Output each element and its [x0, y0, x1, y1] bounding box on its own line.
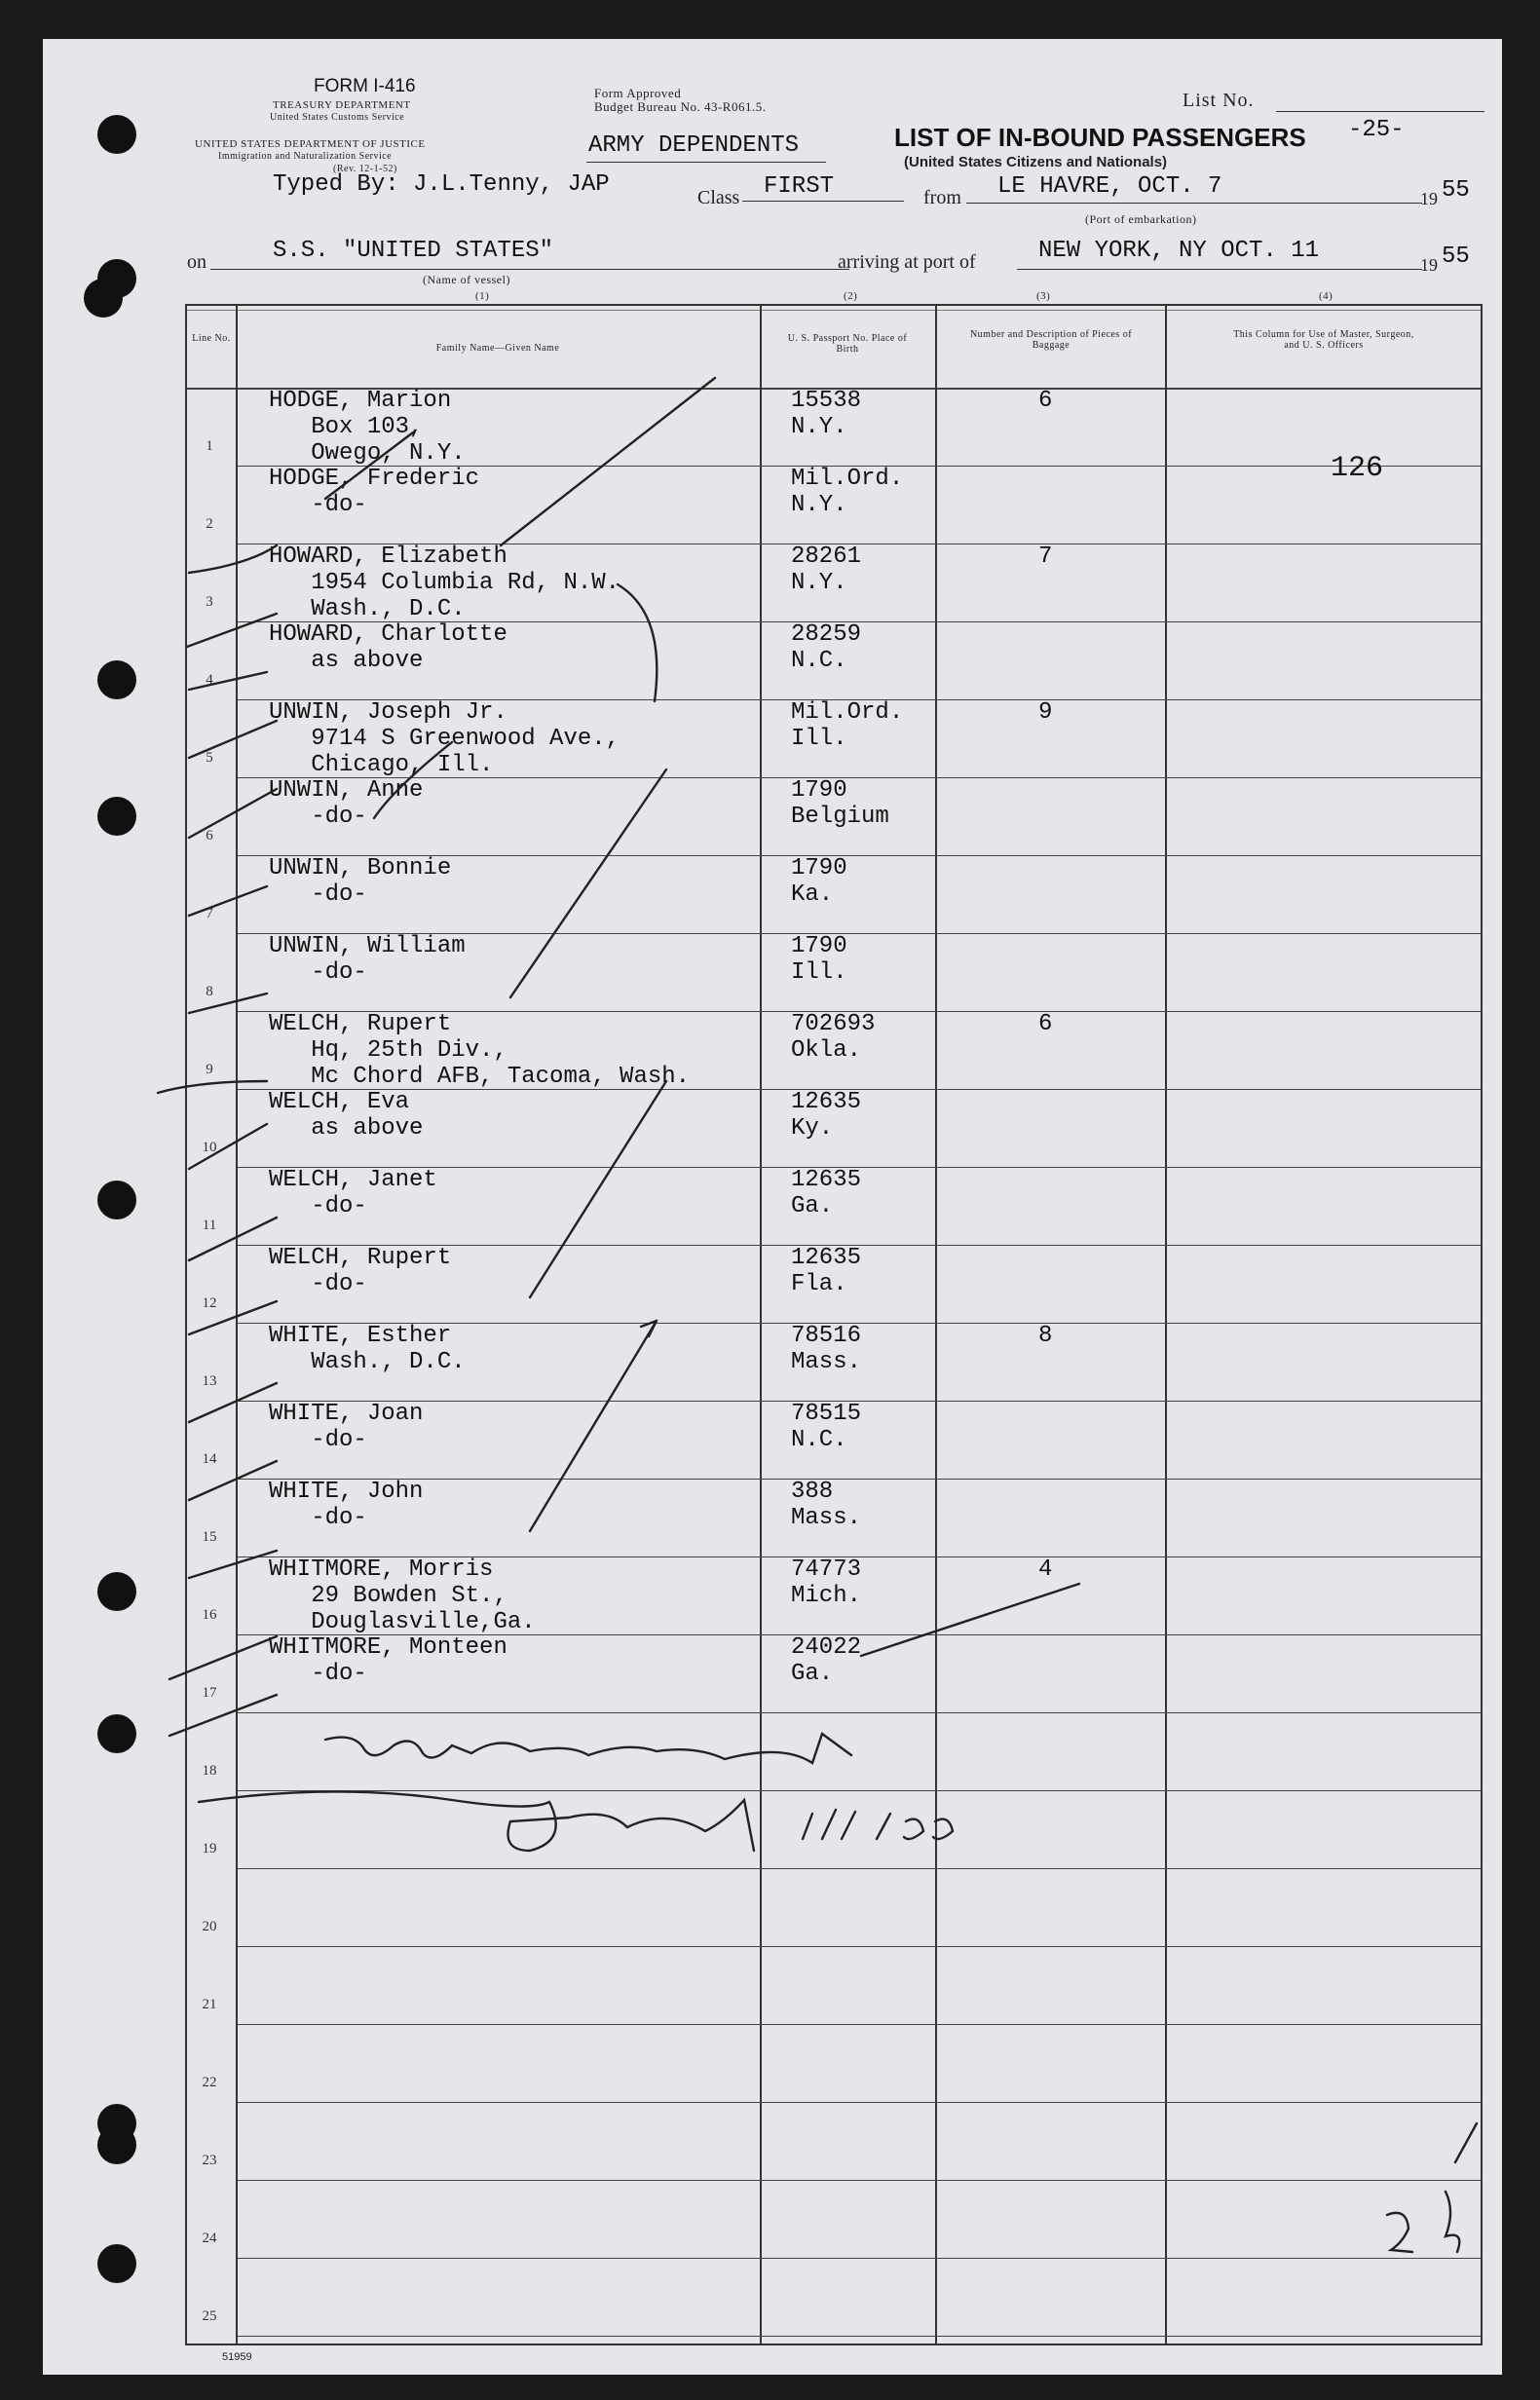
- handwritten-date: [803, 1810, 953, 1839]
- department-line: United States Customs Service: [270, 112, 405, 123]
- passport-birthplace: 1790 Belgium: [791, 777, 889, 830]
- line-number: 17: [202, 1685, 217, 1701]
- column-number: (3): [1036, 290, 1051, 302]
- column-header-passport: U. S. Passport No. Place of Birth: [787, 333, 908, 355]
- column-header-family-name: Family Name—Given Name: [435, 343, 560, 354]
- tally-mark: [641, 1321, 657, 1336]
- passenger-name: WHITMORE, Monteen -do-: [269, 1634, 507, 1687]
- passenger-name: HOWARD, Elizabeth 1954 Columbia Rd, N.W. Wash., D.C.: [269, 544, 620, 622]
- line-number: 21: [202, 1997, 217, 2012]
- baggage-count: 6: [1038, 388, 1053, 414]
- tally-mark: [618, 584, 657, 701]
- column-number: (2): [844, 290, 858, 302]
- year-prefix: 19: [1420, 255, 1438, 275]
- tally-mark: [189, 1301, 277, 1334]
- passenger-name: HODGE, Marion Box 103, Owego, N.Y.: [269, 388, 466, 467]
- baggage-count: 7: [1038, 544, 1053, 570]
- tally-mark: [189, 1124, 267, 1169]
- tally-mark: [189, 1383, 277, 1422]
- tally-mark: [189, 886, 267, 916]
- column-header-baggage: Number and Description of Pieces of Baggage: [969, 329, 1133, 351]
- line-number: 12: [202, 1295, 217, 1311]
- passenger-name: WELCH, Eva as above: [269, 1089, 424, 1142]
- column-number: (1): [475, 290, 490, 302]
- tally-mark: [189, 994, 267, 1013]
- passenger-name: WHITE, Joan -do-: [269, 1401, 424, 1453]
- tally-mark: [189, 721, 277, 758]
- form-number: FORM I-416: [314, 76, 416, 96]
- line-number: 14: [202, 1451, 217, 1467]
- line-number: 24: [202, 2231, 217, 2246]
- passenger-name: WELCH, Rupert -do-: [269, 1245, 452, 1297]
- line-number: 22: [202, 2075, 217, 2090]
- line-number: 4: [206, 672, 213, 688]
- line-number: 5: [206, 750, 213, 766]
- year-value: 55: [1442, 244, 1470, 270]
- vessel-name: S.S. "UNITED STATES": [273, 238, 554, 264]
- baggage-count: 6: [1038, 1011, 1053, 1037]
- passenger-name: WELCH, Janet -do-: [269, 1167, 437, 1219]
- passport-birthplace: 12635 Fla.: [791, 1245, 862, 1297]
- line-number: 1: [206, 438, 213, 454]
- passport-birthplace: 1790 Ill.: [791, 933, 847, 986]
- passenger-name: WELCH, Rupert Hq, 25th Div., Mc Chord AFB, Tacoma, Wash.: [269, 1011, 691, 1090]
- class-value: FIRST: [764, 173, 835, 200]
- category: ARMY DEPENDENTS: [588, 132, 800, 159]
- passport-birthplace: 78516 Mass.: [791, 1323, 862, 1375]
- passenger-name: UNWIN, Joseph Jr. 9714 S Greenwood Ave., Chicago, Ill.: [269, 699, 620, 778]
- department-line: UNITED STATES DEPARTMENT OF JUSTICE: [195, 138, 426, 150]
- passenger-name: HODGE, Frederic -do-: [269, 466, 480, 518]
- on-label: on: [187, 251, 207, 273]
- passport-birthplace: 24022 Ga.: [791, 1634, 862, 1687]
- passenger-name: HOWARD, Charlotte as above: [269, 621, 507, 674]
- passenger-name: UNWIN, Anne -do-: [269, 777, 424, 830]
- tally-mark: [169, 1695, 277, 1736]
- typed-by: Typed By: J.L.Tenny, JAP: [273, 171, 610, 198]
- port-of-embarkation-caption: (Port of embarkation): [1085, 212, 1197, 226]
- handwriting-overlay: [43, 39, 1502, 2375]
- tally-mark: [189, 545, 277, 573]
- passport-birthplace: Mil.Ord. Ill.: [791, 699, 904, 752]
- document-sheet: [43, 39, 1502, 2375]
- passenger-name: WHITMORE, Morris 29 Bowden St., Douglasville,Ga.: [269, 1556, 536, 1635]
- passport-birthplace: 1790 Ka.: [791, 855, 847, 908]
- passport-birthplace: Mil.Ord. N.Y.: [791, 466, 904, 518]
- line-number: 11: [202, 1218, 217, 1233]
- line-number: 2: [206, 516, 213, 532]
- baggage-count: 4: [1038, 1556, 1053, 1583]
- passenger-name: UNWIN, Bonnie -do-: [269, 855, 452, 908]
- passport-birthplace: 702693 Okla.: [791, 1011, 876, 1064]
- line-number: 25: [202, 2308, 217, 2324]
- from-value: LE HAVRE, OCT. 7: [997, 173, 1222, 200]
- passport-birthplace: 12635 Ky.: [791, 1089, 862, 1142]
- tally-mark: [510, 769, 666, 997]
- tally-mark: [189, 672, 267, 690]
- document-subtitle: (United States Citizens and Nationals): [904, 154, 1168, 170]
- vessel-caption: (Name of vessel): [423, 273, 510, 286]
- year-value: 55: [1442, 177, 1470, 204]
- handwritten-note: [325, 1734, 851, 1763]
- line-number: 9: [206, 1062, 213, 1077]
- tally-mark: [187, 614, 277, 647]
- tally-mark: [169, 1636, 277, 1679]
- list-no-label: List No.: [1183, 90, 1255, 111]
- tally-mark: [189, 789, 277, 838]
- tally-mark: [861, 1584, 1079, 1656]
- department-line: Immigration and Naturalization Service: [218, 151, 393, 162]
- line-number: 13: [202, 1373, 217, 1389]
- tally-mark: [158, 1081, 267, 1093]
- passport-birthplace: 388 Mass.: [791, 1479, 862, 1531]
- revision-note: (Rev. 12-1-52): [333, 164, 397, 174]
- line-number: 10: [202, 1140, 217, 1155]
- arriving-label: arriving at port of: [838, 251, 976, 273]
- list-number: -25-: [1348, 117, 1405, 143]
- form-approved: Form Approved: [594, 86, 682, 100]
- document-title: LIST OF IN-BOUND PASSENGERS: [894, 123, 1306, 152]
- line-number: 6: [206, 828, 213, 844]
- class-label: Class: [697, 187, 740, 208]
- line-number: 23: [202, 2153, 217, 2168]
- line-number: 7: [206, 906, 213, 921]
- tally-mark: [189, 1461, 277, 1500]
- tally-mark: [189, 1551, 277, 1578]
- baggage-count: 8: [1038, 1323, 1053, 1349]
- column-number: (4): [1319, 290, 1333, 302]
- tally-mark: [374, 742, 452, 818]
- officer-note: 126: [1331, 452, 1384, 485]
- budget-bureau: Budget Bureau No. 43-R061.5.: [594, 99, 767, 114]
- tally-mark: [189, 1218, 277, 1260]
- tally-mark: [530, 1081, 666, 1297]
- passport-birthplace: 28259 N.C.: [791, 621, 862, 674]
- from-label: from: [923, 187, 961, 208]
- arrival-port: NEW YORK, NY OCT. 11: [1038, 238, 1320, 264]
- baggage-count: 9: [1038, 699, 1053, 726]
- passport-birthplace: 12635 Ga.: [791, 1167, 862, 1219]
- tally-mark: [325, 432, 413, 499]
- passport-birthplace: 78515 N.C.: [791, 1401, 862, 1453]
- year-prefix: 19: [1420, 189, 1438, 208]
- tally-mark: [501, 378, 715, 545]
- line-number: 19: [202, 1841, 217, 1856]
- column-header-officers: This Column for Use of Master, Surgeon, and U. S. Officers: [1233, 329, 1414, 351]
- tally-mark: [530, 1321, 657, 1531]
- passport-birthplace: 28261 N.Y.: [791, 544, 862, 596]
- line-number: 15: [202, 1529, 217, 1545]
- line-number: 8: [206, 984, 213, 999]
- passport-birthplace: 15538 N.Y.: [791, 388, 862, 440]
- department-line: TREASURY DEPARTMENT: [273, 99, 411, 111]
- column-header-line-no: Line No.: [192, 333, 231, 344]
- passenger-name: UNWIN, William -do-: [269, 933, 466, 986]
- line-number: 20: [202, 1919, 217, 1934]
- footer-code: 51959: [222, 2351, 252, 2363]
- page-mark: [1387, 2123, 1477, 2252]
- passenger-name: WHITE, John -do-: [269, 1479, 424, 1531]
- handwritten-signature: [199, 1791, 754, 1851]
- passport-birthplace: 74773 Mich.: [791, 1556, 862, 1609]
- passenger-name: WHITE, Esther Wash., D.C.: [269, 1323, 466, 1375]
- line-number: 16: [202, 1607, 217, 1623]
- line-number: 18: [202, 1763, 217, 1779]
- line-number: 3: [206, 594, 213, 610]
